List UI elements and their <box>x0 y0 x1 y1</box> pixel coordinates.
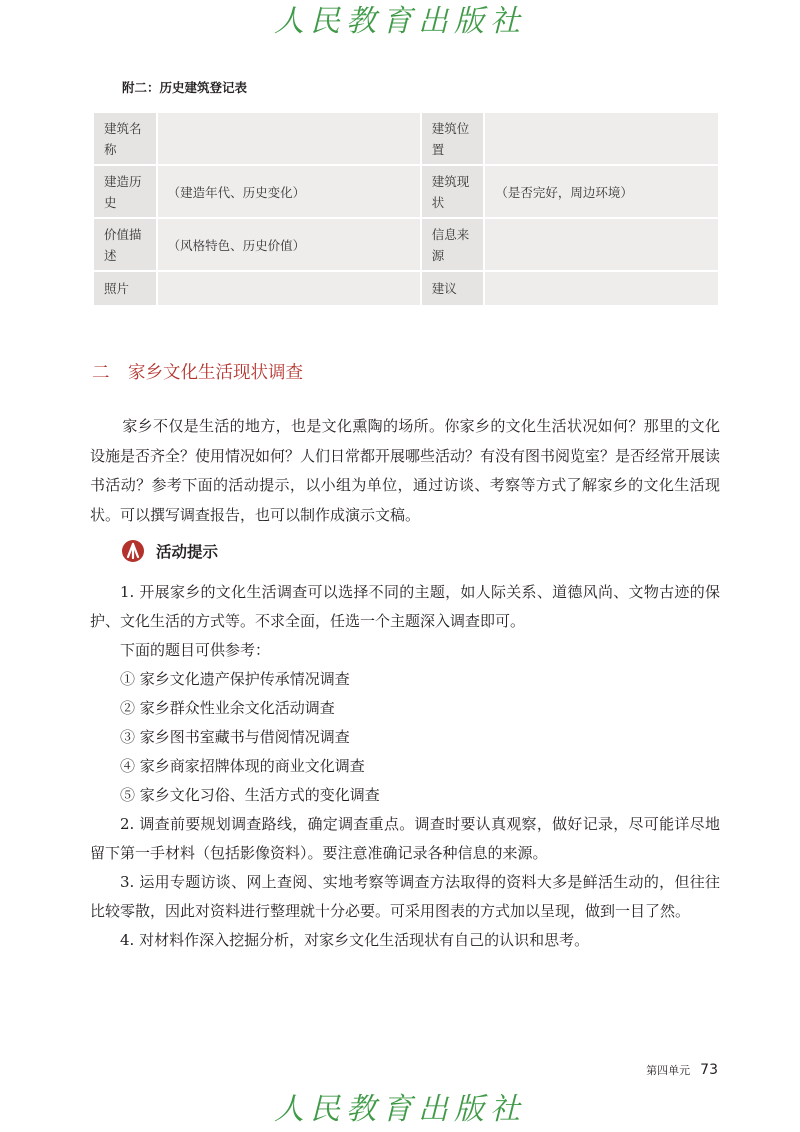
topic-item: ⑤ 家乡文化习俗、生活方式的变化调查 <box>120 786 380 804</box>
section-heading <box>92 359 303 384</box>
topics-intro: 下面的题目可供参考： <box>120 641 271 659</box>
topic-item: ④ 家乡商家招牌体现的商业文化调查 <box>120 757 365 775</box>
activity-body <box>90 578 720 955</box>
tip-paragraph-4: 4. 对材料作深入挖掘分析，对家乡文化生活现状有自己的认识和思考。 <box>120 931 590 949</box>
table-label-cell: 建造历史 <box>94 166 156 217</box>
table-label-cell: 建议 <box>422 272 484 305</box>
table-value-cell <box>158 272 420 305</box>
table-label-cell: 建筑位置 <box>422 113 484 164</box>
topic-item: ③ 家乡图书室藏书与借阅情况调查 <box>120 728 350 746</box>
table-value-cell <box>485 272 718 305</box>
table-label-cell: 建筑名称 <box>94 113 156 164</box>
activity-tips-icon <box>120 539 146 563</box>
table-row <box>94 166 718 217</box>
table-value-cell: （是否完好，周边环境） <box>485 166 718 217</box>
table-row <box>94 219 718 270</box>
section-title: 家乡文化生活现状调查 <box>128 363 303 383</box>
table-label-cell: 信息来源 <box>422 219 484 270</box>
table-value-cell <box>158 113 420 164</box>
unit-label: 第四单元 <box>646 1064 691 1077</box>
appendix-title: 附二：历史建筑登记表 <box>122 80 248 95</box>
section-number: 二 <box>92 363 110 383</box>
building-registration-table <box>92 111 720 307</box>
tip-paragraph-1: 1. 开展家乡的文化生活调查可以选择不同的主题，如人际关系、道德风尚、文物古迹的保护、文化生活的方式等。不求全面，任选一个主题深入调查即可。 <box>90 583 720 630</box>
table-value-cell <box>485 219 718 270</box>
topic-item: ② 家乡群众性业余文化活动调查 <box>120 699 335 717</box>
table-label-cell: 建筑现状 <box>422 166 484 217</box>
intro-text: 家乡不仅是生活的地方，也是文化熏陶的场所。你家乡的文化生活状况如何？那里的文化设施是否齐全？使用情况如何？人们日常都开展哪些活动？有没有图书阅览室？是否经常开展读书活动？参考下面的活动提示，以小组为单位，通过访谈、考察等方式了解家乡的文化生活现状。可以撰写调查报告，也可以制作成演示文稿。 <box>90 417 721 524</box>
tip-paragraph-2: 2. 调查前要规划调查路线，确定调查重点。调查时要认真观察，做好记录，尽可能详尽地留下第一手材料（包括影像资料）。要注意准确记录各种信息的来源。 <box>90 815 720 862</box>
table-label-cell: 照片 <box>94 272 156 305</box>
activity-tips-header <box>120 538 218 564</box>
table-row <box>94 272 718 305</box>
table-value-cell: （风格特色、历史价值） <box>158 219 420 270</box>
topic-item: ① 家乡文化遗产保护传承情况调查 <box>120 670 350 688</box>
table-row <box>94 113 718 164</box>
tip-paragraph-3: 3. 运用专题访谈、网上查阅、实地考察等调查方法取得的资料大多是鲜活生动的，但往往比较零散，因此对资料进行整理就十分必要。可采用图表的方式加以呈现，做到一目了然。 <box>90 873 720 920</box>
publisher-watermark-bottom: 人民教育出版社 <box>274 1092 526 1127</box>
intro-paragraph <box>90 412 720 530</box>
table-value-cell: （建造年代、历史变化） <box>158 166 420 217</box>
activity-tips-title: 活动提示 <box>156 543 219 561</box>
table-label-cell: 价值描述 <box>94 219 156 270</box>
publisher-watermark-top: 人民教育出版社 <box>274 4 526 39</box>
page-footer <box>646 1062 718 1078</box>
page-number: 73 <box>700 1062 718 1078</box>
table-value-cell <box>485 113 718 164</box>
